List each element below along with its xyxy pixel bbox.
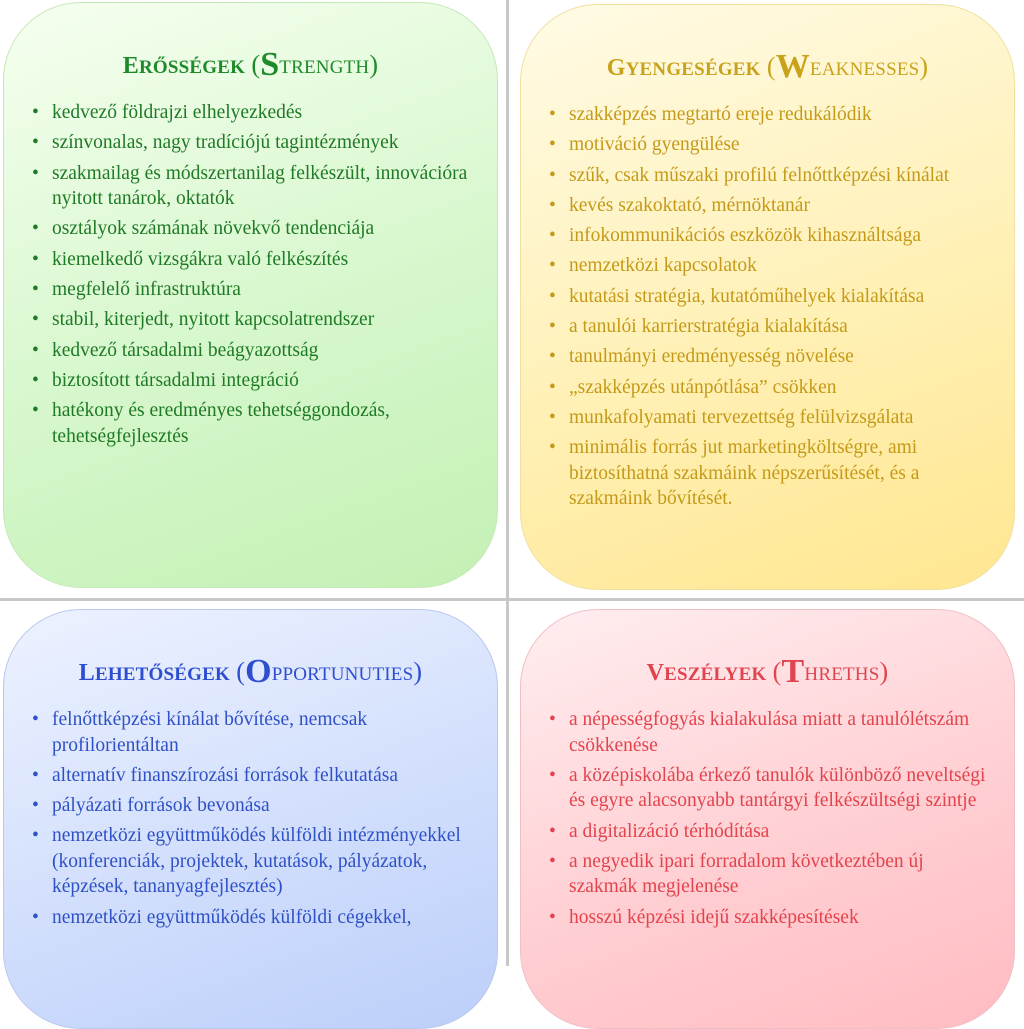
paren-open: ( xyxy=(766,52,776,81)
english-initial: O xyxy=(245,653,272,690)
list-item: • infokommunikációs eszközök kihasználtsága xyxy=(569,223,996,249)
list-item: • biztosított társadalmi integráció xyxy=(52,368,479,394)
paren-open: ( xyxy=(772,657,782,686)
list-item: • nemzetközi együttműködés külföldi cégekkel, xyxy=(52,905,479,931)
list-item: • pályázati források bevonása xyxy=(52,793,479,819)
list-item: • nemzetközi együttműködés külföldi intézményekkel (konferenciák, projektek, kutatások, pályázatok, képzések, tananyagfejlesztés) xyxy=(52,823,479,900)
vertical-divider xyxy=(506,0,509,966)
title-initial: E xyxy=(122,53,139,79)
paren-open: ( xyxy=(236,657,246,686)
list-item: • hatékony és eredményes tehetséggondozás, tehetségfejlesztés xyxy=(52,398,479,449)
list-item: • a középiskolába érkező tanulók különböző neveltségi és egyre alacsonyabb tantárgyi felkészültségi szintje xyxy=(569,763,996,814)
list-item: • a tanulói karrierstratégia kialakítása xyxy=(569,314,996,340)
list-item: • „szakképzés utánpótlása” csökken xyxy=(569,375,996,401)
list-item: • szakképzés megtartó ereje redukálódik xyxy=(569,102,996,128)
paren-close: ) xyxy=(369,50,379,79)
list-item: • kevés szakoktató, mérnöktanár xyxy=(569,193,996,219)
title-rest: YENGESÉGEK xyxy=(625,59,761,80)
english-rest: EAKNESSES xyxy=(809,59,920,80)
list-item: • megfelelő infrastruktúra xyxy=(52,277,479,303)
list-item: • munkafolyamati tervezettség felülvizsgálata xyxy=(569,405,996,431)
paren-close: ) xyxy=(919,52,929,81)
horizontal-divider xyxy=(0,598,1024,601)
english-initial: W xyxy=(775,48,810,85)
paren-open: ( xyxy=(251,50,261,79)
english-initial: S xyxy=(260,46,280,83)
title-initial: V xyxy=(646,660,665,686)
list-item: • osztályok számának növekvő tendenciája xyxy=(52,216,479,242)
list-item: • a digitalizáció térhódítása xyxy=(569,819,996,845)
opportunities-title xyxy=(4,654,497,693)
english-rest: TRENGTH xyxy=(279,57,370,78)
list-item: • minimális forrás jut marketingköltségre, ami biztosíthatná szakmáink népszerűsítését, és a szakmáink bővítését. xyxy=(569,435,996,512)
strengths-quadrant xyxy=(3,2,498,588)
weaknesses-list xyxy=(521,102,1014,512)
threats-list xyxy=(521,707,1014,930)
weaknesses-title xyxy=(521,49,1014,88)
title-initial: G xyxy=(606,55,626,81)
list-item: • alternatív finanszírozási források felkutatása xyxy=(52,763,479,789)
threats-title xyxy=(521,654,1014,693)
list-item: • tanulmányi eredményesség növelése xyxy=(569,344,996,370)
list-item: • szakmailag és módszertanilag felkészült, innovációra nyitott tanárok, oktatók xyxy=(52,161,479,212)
list-item: • felnőttképzési kínálat bővítése, nemcsak profilorientáltan xyxy=(52,707,479,758)
weaknesses-quadrant xyxy=(520,4,1015,590)
opportunities-quadrant xyxy=(3,609,498,1029)
list-item: • szűk, csak műszaki profilú felnőttképzési kínálat xyxy=(569,163,996,189)
opportunities-list xyxy=(4,707,497,930)
list-item: • a népességfogyás kialakulása miatt a tanulólétszám csökkenése xyxy=(569,707,996,758)
title-rest: ESZÉLYEK xyxy=(664,664,767,685)
list-item: • hosszú képzési idejű szakképesítések xyxy=(569,905,996,931)
title-rest: EHETŐSÉGEK xyxy=(94,664,230,685)
english-initial: T xyxy=(781,653,805,690)
list-item: • motiváció gyengülése xyxy=(569,132,996,158)
list-item: • stabil, kiterjedt, nyitott kapcsolatrendszer xyxy=(52,307,479,333)
english-rest: PPORTUNUTIES xyxy=(271,664,414,685)
list-item: • kutatási stratégia, kutatóműhelyek kialakítása xyxy=(569,284,996,310)
list-item: • a negyedik ipari forradalom következtében új szakmák megjelenése xyxy=(569,849,996,900)
threats-quadrant xyxy=(520,609,1015,1029)
list-item: • kedvező földrajzi elhelyezkedés xyxy=(52,100,479,126)
paren-close: ) xyxy=(879,657,889,686)
strengths-list xyxy=(4,100,497,449)
list-item: • kiemelkedő vizsgákra való felkészítés xyxy=(52,247,479,273)
title-initial: L xyxy=(78,660,95,686)
title-rest: RŐSSÉGEK xyxy=(138,57,246,78)
list-item: • kedvező társadalmi beágyazottság xyxy=(52,338,479,364)
english-rest: HRETHS xyxy=(804,664,880,685)
list-item: • színvonalas, nagy tradíciójú tagintézmények xyxy=(52,130,479,156)
paren-close: ) xyxy=(413,657,423,686)
list-item: • nemzetközi kapcsolatok xyxy=(569,253,996,279)
strengths-title xyxy=(4,47,497,86)
